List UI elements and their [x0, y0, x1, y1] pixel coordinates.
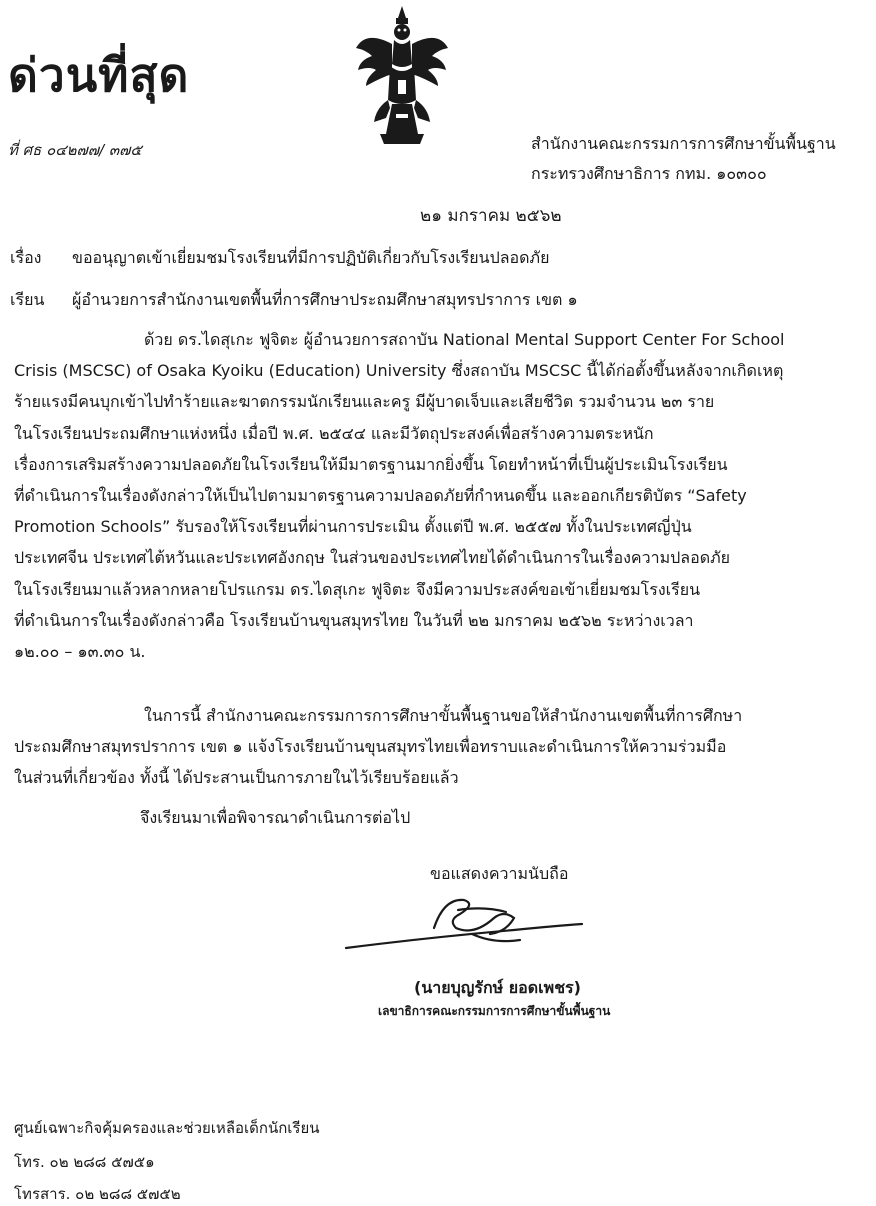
footer-office: ศูนย์เฉพาะกิจคุ้มครองและช่วยเหลือเด็กนักเรียน [14, 1119, 320, 1137]
subject-label: เรื่อง [10, 248, 42, 267]
closing-sentence: จึงเรียนมาเพื่อพิจารณาดำเนินการต่อไป [140, 808, 411, 827]
paragraph-line: ในส่วนที่เกี่ยวข้อง ทั้งนี้ ได้ประสานเป็นการภายในไว้เรียบร้อยแล้ว [14, 768, 459, 788]
paragraph-line: ประเทศจีน ประเทศไต้หวันและประเทศอังกฤษ ในส่วนของประเทศไทยได้ดำเนินการในเรื่องความปลอดภัย [14, 548, 731, 568]
paragraph-line: ๑๒.๐๐ – ๑๓.๓๐ น. [14, 642, 146, 662]
signatory-position: เลขาธิการคณะกรรมการการศึกษาขั้นพื้นฐาน [378, 1004, 611, 1018]
paragraph-line: Crisis (MSCSC) of Osaka Kyoiku (Education) University ซึ่งสถาบัน MSCSC นี้ได้ก่อตั้งขึ้นหลังจากเกิดเหตุ [14, 361, 784, 381]
regards-text: ขอแสดงความนับถือ [430, 864, 569, 883]
garuda-emblem-icon [352, 4, 452, 148]
paragraph-line: ที่ดำเนินการในเรื่องดังกล่าวคือ โรงเรียนบ้านขุนสมุทรไทย ในวันที่ ๒๒ มกราคม ๒๕๖๒ ระหว่างเวลา [14, 610, 694, 630]
footer-phone: โทร. ๐๒ ๒๘๘ ๕๗๕๑ [14, 1153, 155, 1171]
urgency-stamp: ด่วนที่สุด [8, 48, 190, 102]
paragraph-line: ประถมศึกษาสมุทรปราการ เขต ๑ แจ้งโรงเรียนบ้านขุนสมุทรไทยเพื่อทราบและดำเนินการให้ความร่วมมือ [14, 737, 727, 757]
paragraph-line: Promotion Schools” รับรองให้โรงเรียนที่ผ่านการประเมิน ตั้งแต่ปี พ.ศ. ๒๕๕๗ ทั้งในประเทศญี่ปุ่น [14, 517, 692, 537]
footer-fax: โทรสาร. ๐๒ ๒๘๘ ๕๗๕๒ [14, 1185, 181, 1203]
document-number: ที่ ศธ ๐๔๒๗๗/ ๓๗๕ [8, 141, 142, 159]
handwritten-signature [344, 888, 584, 956]
recipient-text: ผู้อำนวยการสำนักงานเขตพื้นที่การศึกษาประถมศึกษาสมุทรปราการ เขต ๑ [72, 290, 578, 309]
issuing-office: สำนักงานคณะกรรมการการศึกษาขั้นพื้นฐาน [531, 134, 836, 153]
paragraph-line: เรื่องการเสริมสร้างความปลอดภัยในโรงเรียนให้มีมาตรฐานมากยิ่งขึ้น โดยทำหน้าที่เป็นผู้ประเมินโรงเรียน [14, 454, 728, 474]
subject-text: ขออนุญาตเข้าเยี่ยมชมโรงเรียนที่มีการปฏิบัติเกี่ยวกับโรงเรียนปลอดภัย [72, 248, 550, 267]
paragraph-line: ร้ายแรงมีคนบุกเข้าไปทำร้ายและฆาตกรรมนักเรียนและครู มีผู้บาดเจ็บและเสียชีวิต รวมจำนวน ๒๓ ราย [14, 392, 715, 412]
paragraph-line: ในการนี้ สำนักงานคณะกรรมการการศึกษาขั้นพื้นฐานขอให้สำนักงานเขตพื้นที่การศึกษา [144, 706, 743, 725]
paragraph-line: ในโรงเรียนประถมศึกษาแห่งหนึ่ง เมื่อปี พ.ศ. ๒๕๔๔ และมีวัตถุประสงค์เพื่อสร้างความตระหนัก [14, 423, 654, 443]
body-paragraph-2 [14, 700, 844, 794]
document-date: ๒๑ มกราคม ๒๕๖๒ [420, 206, 562, 226]
paragraph-line: ด้วย ดร.ไดสุเกะ ฟูจิตะ ผู้อำนวยการสถาบัน National Mental Support Center For School [144, 330, 785, 349]
recipient-label: เรียน [10, 290, 45, 309]
paragraph-line: ในโรงเรียนมาแล้วหลากหลายโปรแกรม ดร.ไดสุเกะ ฟูจิตะ จึงมีความประสงค์ขอเข้าเยี่ยมชมโรงเรียน [14, 579, 701, 599]
paragraph-line: ที่ดำเนินการในเรื่องดังกล่าวให้เป็นไปตามมาตรฐานความปลอดภัยที่กำหนดขึ้น และออกเกียรติบัตร “Safety [14, 486, 747, 506]
body-paragraph-1 [14, 324, 844, 667]
signatory-name: (นายบุญรักษ์ ยอดเพชร) [414, 978, 581, 997]
issuing-ministry-address: กระทรวงศึกษาธิการ กทม. ๑๐๓๐๐ [531, 164, 767, 183]
